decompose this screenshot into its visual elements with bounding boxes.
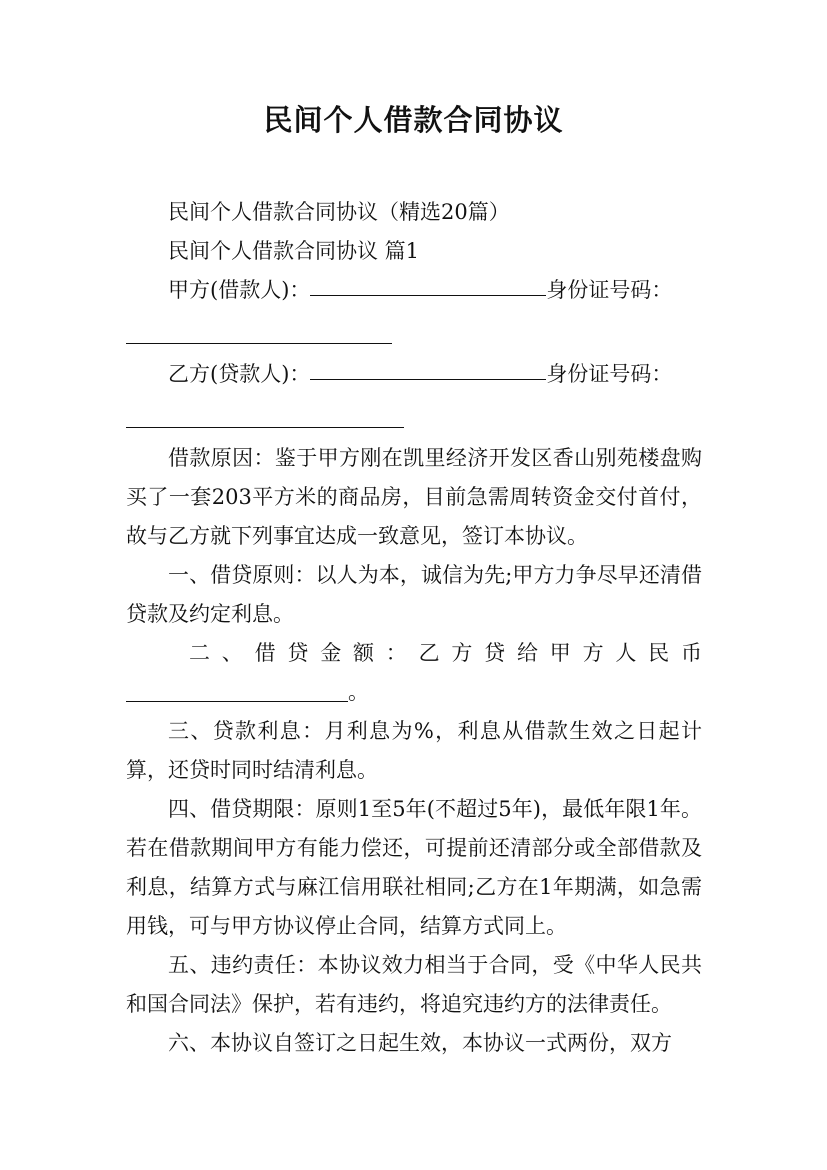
amount-label-char: ：: [385, 641, 407, 665]
amount-label-char: 二: [189, 641, 210, 665]
document-title: 民间个人借款合同协议: [263, 103, 564, 137]
amount-label-char: 、: [221, 641, 243, 665]
party-b-name-blank: [310, 355, 546, 380]
amount-blank-line: [126, 673, 702, 712]
effect-paragraph: 六、本协议自签订之日起生效，本协议一式两份，双方: [168, 1031, 672, 1055]
chapter-heading: 民间个人借款合同协议 篇1: [168, 239, 420, 263]
party-a-name-blank: [310, 271, 546, 296]
liability-paragraph: 五、违约责任：本协议效力相当于合同，受《中华人民共和国合同法》保护，若有违约，将追究违约方的法律责任。: [126, 953, 702, 1016]
amount-label-char: 额: [352, 641, 374, 665]
amount-end: 。: [348, 680, 369, 704]
intro-line: 民间个人借款合同协议（精选20篇）: [168, 200, 510, 224]
amount-label-char: 金: [320, 641, 342, 665]
amount-label-char: 民: [648, 641, 670, 665]
amount-label-char: 币: [680, 641, 702, 665]
amount-label-char: 乙: [418, 641, 440, 665]
amount-blank: [126, 677, 348, 702]
amount-label-char: 借: [254, 641, 276, 665]
document-body: [126, 193, 702, 1063]
loan-reason-paragraph: 借款原因：鉴于甲方刚在凯里经济开发区香山别苑楼盘购买了一套203平方米的商品房，目前急需周转资金交付首付，故与乙方就下列事宜达成一致意见，签订本协议。: [126, 446, 702, 548]
amount-label-char: 贷: [484, 641, 506, 665]
amount-label-char: 甲: [549, 641, 571, 665]
amount-label-char: 给: [516, 641, 538, 665]
party-a-id-blank: [126, 316, 392, 344]
amount-label-char: 方: [582, 641, 604, 665]
amount-label-char: 人: [615, 641, 637, 665]
party-a-id-label: 身份证号码：: [546, 278, 673, 302]
amount-label-char: 贷: [287, 641, 309, 665]
amount-line: [126, 634, 702, 673]
party-a-line: [126, 271, 702, 310]
party-b-id-blank: [126, 400, 404, 428]
interest-paragraph: 三、贷款利息：月利息为%，利息从借款生效之日起计算，还贷时同时结清利息。: [126, 719, 702, 782]
party-a-label: 甲方(借款人)：: [168, 278, 311, 302]
term-paragraph: 四、借贷期限：原则1至5年(不超过5年)，最低年限1年。若在借款期间甲方有能力偿还，可提前还清部分或全部借款及利息，结算方式与麻江信用联社相同;乙方在1年期满，如急需用钱，可与甲方协议停止合同，结算方式同上。: [126, 797, 702, 938]
amount-label-char: 方: [451, 641, 473, 665]
party-b-id-label: 身份证号码：: [546, 362, 673, 386]
party-b-line: [126, 355, 702, 394]
principle-paragraph: 一、借贷原则：以人为本，诚信为先;甲方力争尽早还清借贷款及约定利息。: [126, 563, 702, 626]
party-b-label: 乙方(贷款人)：: [168, 362, 311, 386]
